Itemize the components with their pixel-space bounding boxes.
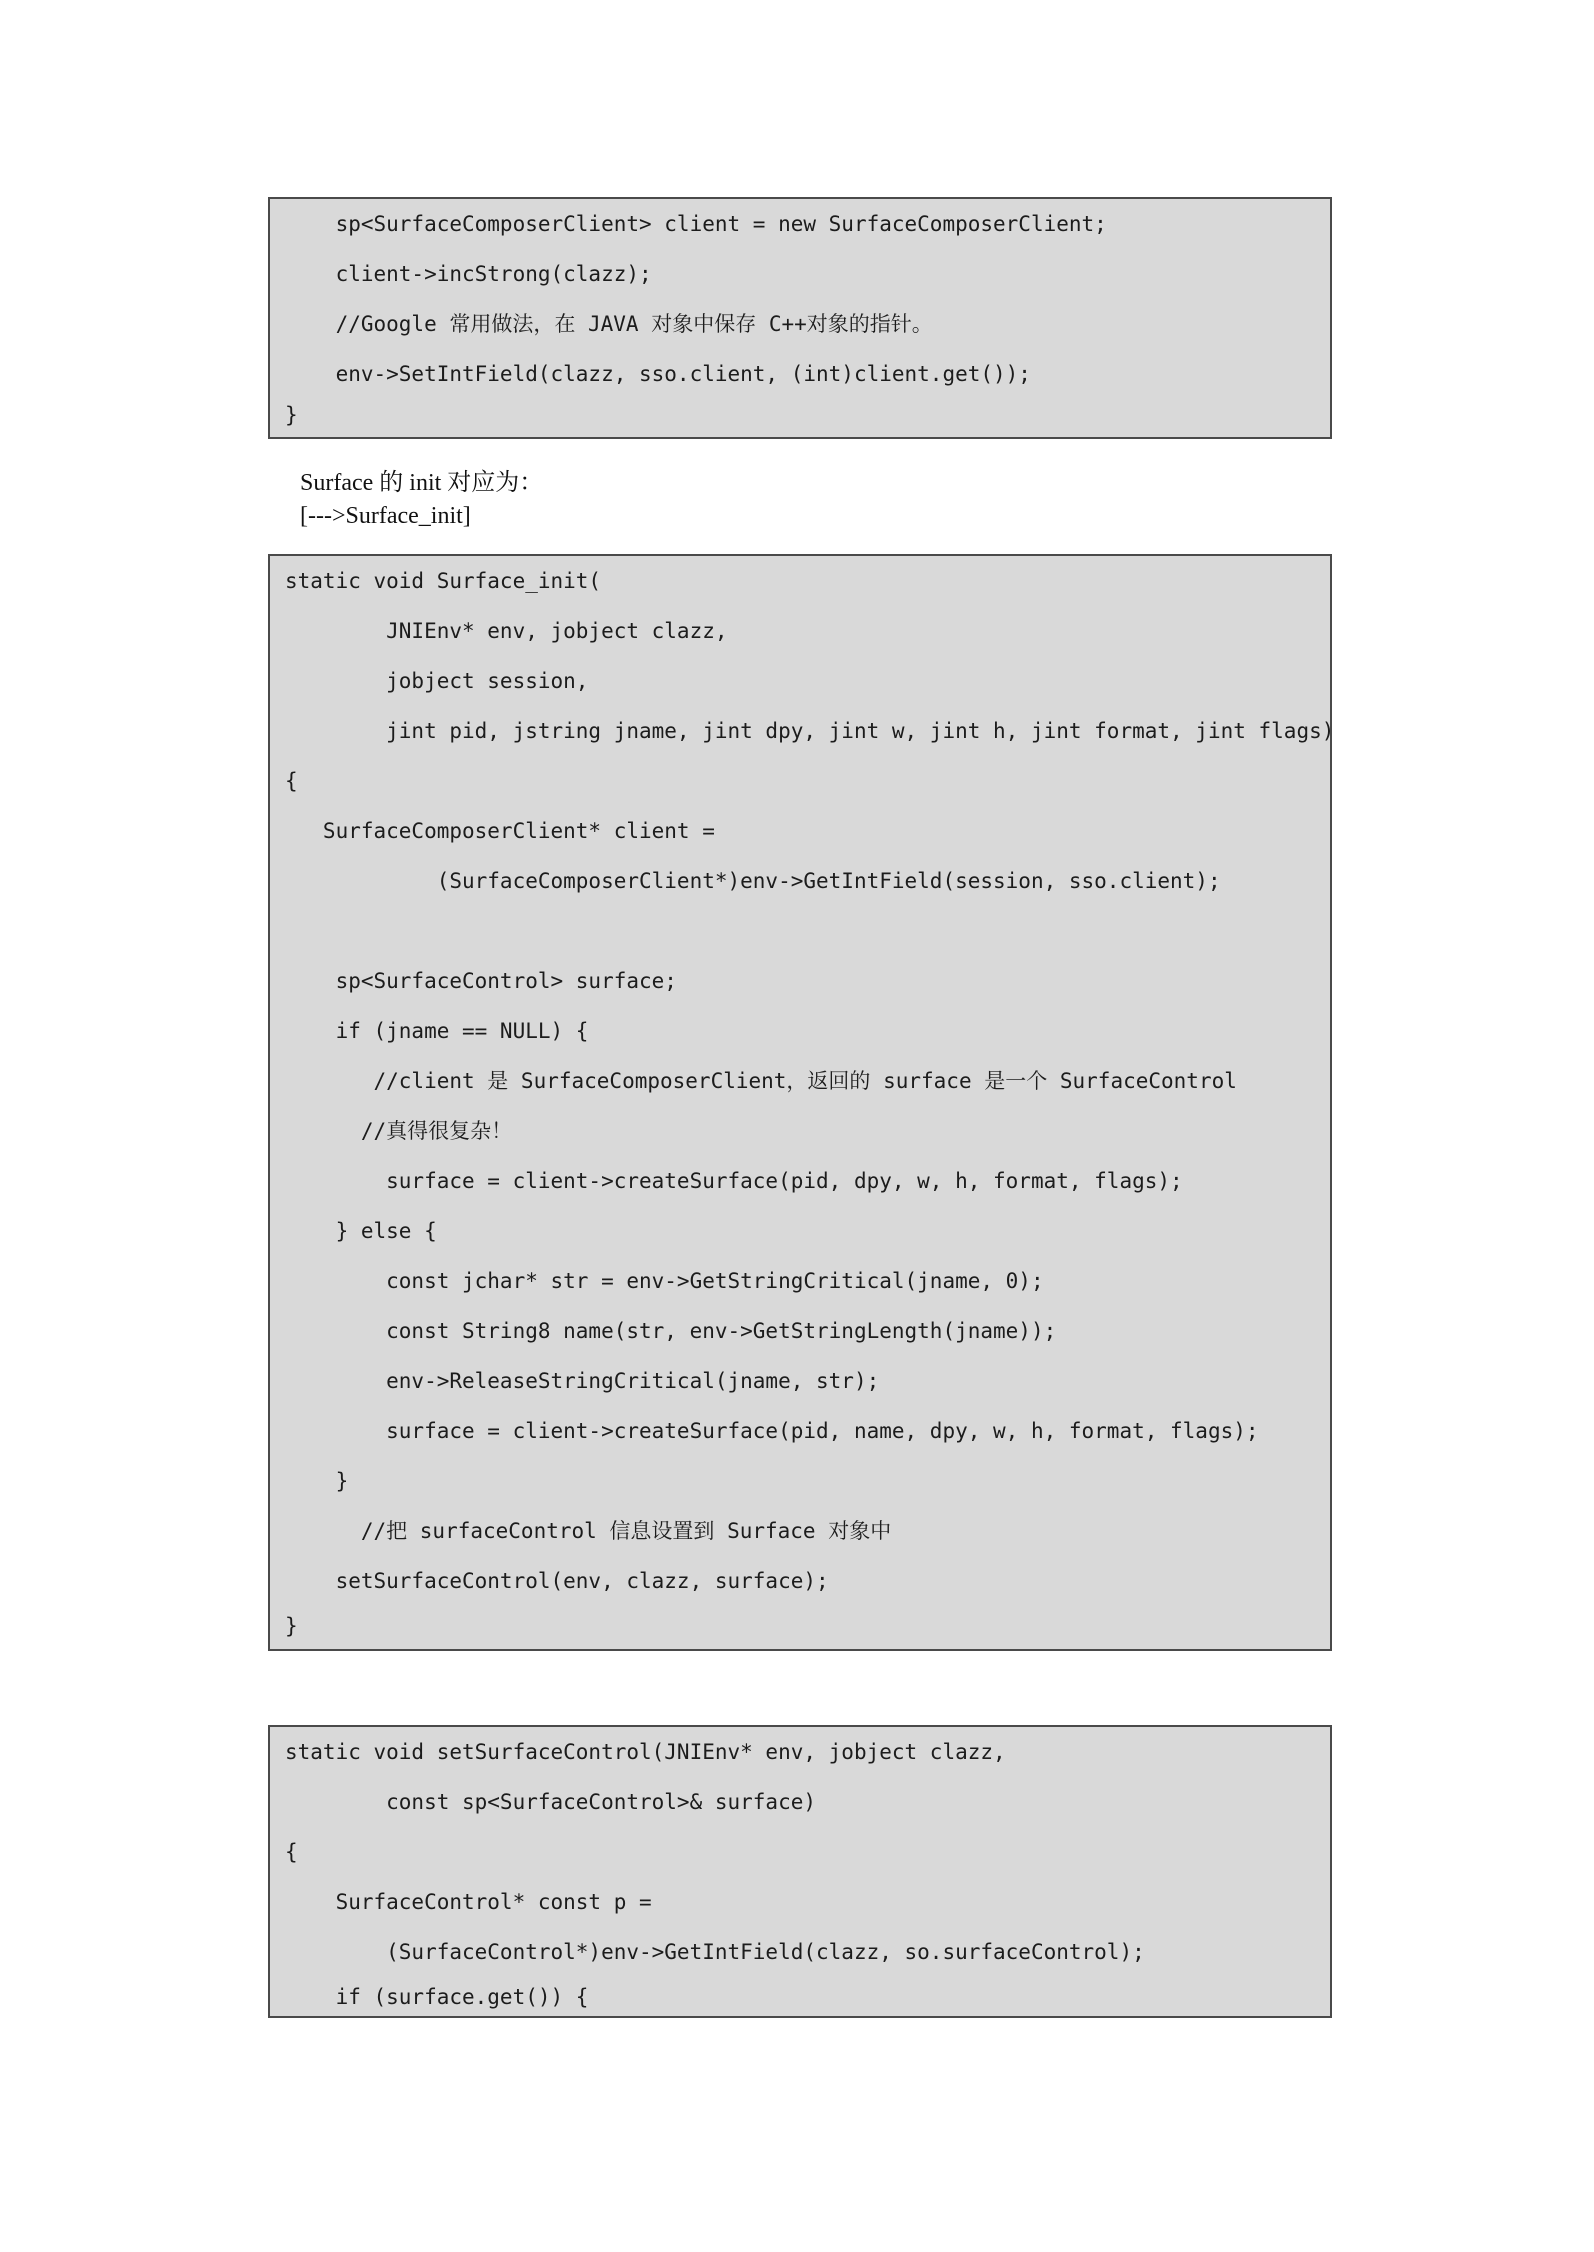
code-line: env->ReleaseStringCritical(jname, str);: [285, 1369, 880, 1393]
code-line: sp<SurfaceComposerClient> client = new SurfaceComposerClient;: [285, 212, 1107, 236]
paragraph-surface-init-heading: Surface 的 init 对应为：: [300, 470, 544, 496]
code-line: //把 surfaceControl 信息设置到 Surface 对象中: [285, 1519, 892, 1543]
code-line: SurfaceComposerClient* client =: [285, 819, 715, 843]
code-line: const sp<SurfaceControl>& surface): [285, 1790, 817, 1814]
paragraph-surface-init-ref: [--->Surface_init]: [300, 503, 471, 529]
code-line: surface = client->createSurface(pid, dpy, w, h, format, flags);: [285, 1169, 1183, 1193]
code-line: const jchar* str = env->GetStringCritical(jname, 0);: [285, 1269, 1044, 1293]
code-line: JNIEnv* env, jobject clazz,: [285, 619, 728, 643]
code-line: static void setSurfaceControl(JNIEnv* env, jobject clazz,: [285, 1740, 1006, 1764]
code-line: if (jname == NULL) {: [285, 1019, 589, 1043]
code-line: (SurfaceComposerClient*)env->GetIntField(session, sso.client);: [285, 869, 1221, 893]
code-line: {: [285, 769, 298, 793]
code-line: //真得很复杂！: [285, 1119, 513, 1143]
code-line: //Google 常用做法，在 JAVA 对象中保存 C++对象的指针。: [285, 312, 933, 336]
code-line: jobject session,: [285, 669, 589, 693]
code-block-client-init: [268, 197, 1332, 439]
code-line: static void Surface_init(: [285, 569, 602, 593]
code-block-surface-init: [268, 554, 1335, 1651]
code-line: jint pid, jstring jname, jint dpy, jint w, jint h, jint format, jint flags): [285, 719, 1335, 743]
code-line: }: [285, 1614, 298, 1638]
code-line: sp<SurfaceControl> surface;: [285, 969, 677, 993]
code-line: (SurfaceControl*)env->GetIntField(clazz, so.surfaceControl);: [285, 1940, 1145, 1964]
code-line: {: [285, 1840, 298, 1864]
code-line: //client 是 SurfaceComposerClient，返回的 surface 是一个 SurfaceControl: [285, 1069, 1237, 1093]
code-line: }: [285, 1469, 349, 1493]
code-line: surface = client->createSurface(pid, name, dpy, w, h, format, flags);: [285, 1419, 1259, 1443]
code-line: } else {: [285, 1219, 437, 1243]
code-line: env->SetIntField(clazz, sso.client, (int)client.get());: [285, 362, 1031, 386]
code-block-set-surface-control: [268, 1725, 1332, 2018]
code-line: SurfaceControl* const p =: [285, 1890, 652, 1914]
code-line: }: [285, 403, 298, 427]
code-line: [270, 906, 1330, 956]
code-line: const String8 name(str, env->GetStringLength(jname));: [285, 1319, 1057, 1343]
code-line: if (surface.get()) {: [285, 1985, 589, 2009]
code-line: client->incStrong(clazz);: [285, 262, 652, 286]
code-line: setSurfaceControl(env, clazz, surface);: [285, 1569, 829, 1593]
